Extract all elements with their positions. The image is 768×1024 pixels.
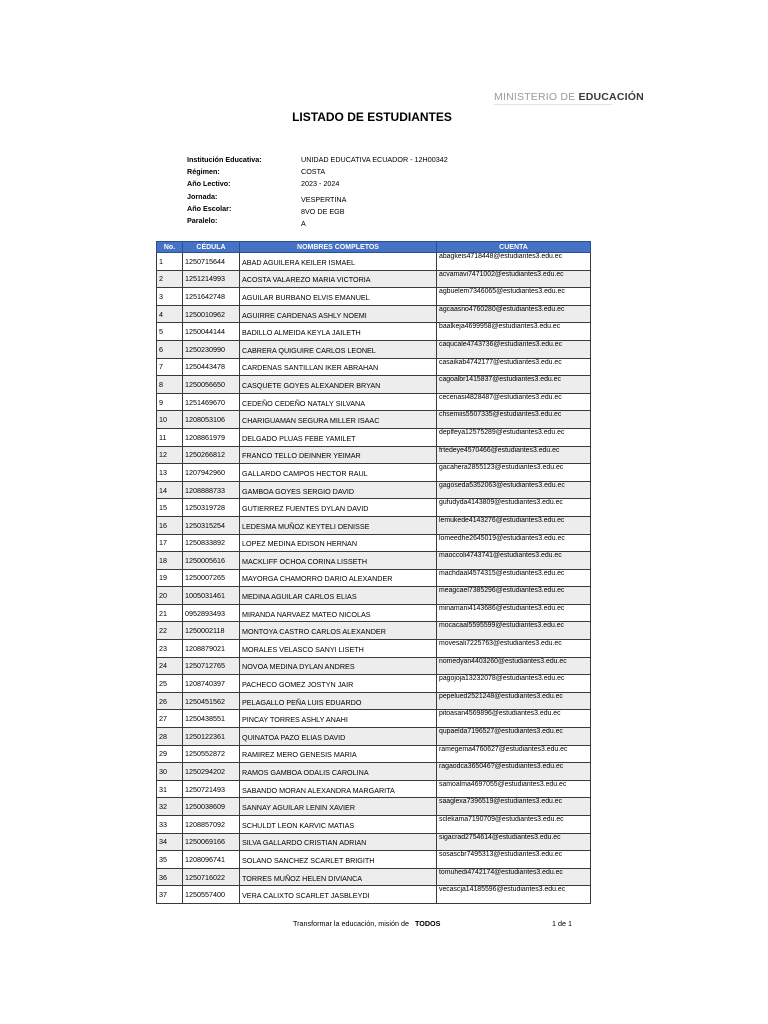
value-paralelo: A (301, 219, 306, 229)
cell-nombre: LEDESMA MUÑOZ KEYTELI DENISSE (240, 516, 437, 534)
cell-nombre: PINCAY TORRES ASHLY ANAHI (240, 710, 437, 728)
cell-cedula: 1250833892 (183, 534, 240, 552)
students-table-wrapper (156, 241, 590, 904)
cell-cedula: 1208861979 (183, 428, 240, 446)
table-row (157, 745, 591, 763)
cell-no: 22 (157, 622, 183, 640)
table-row (157, 288, 591, 306)
cell-no: 5 (157, 323, 183, 341)
cell-cuenta: agbuelem7346065@estudiantes3.edu.ec (437, 288, 591, 306)
table-row (157, 428, 591, 446)
cell-nombre: MEDINA AGUILAR CARLOS ELIAS (240, 587, 437, 605)
ministry-logo (494, 91, 644, 103)
cell-cuenta: gacahera2855123@estudiantes3.edu.ec (437, 464, 591, 482)
header-nombres: NOMBRES COMPLETOS (240, 242, 437, 253)
cell-cedula: 1250002118 (183, 622, 240, 640)
cell-cuenta: sclekama7190709@estudiantes3.edu.ec (437, 816, 591, 834)
cell-no: 24 (157, 657, 183, 675)
cell-cuenta: samoalma4697055@estudiantes3.edu.ec (437, 780, 591, 798)
cell-nombre: CEDEÑO CEDEÑO NATALY SILVANA (240, 393, 437, 411)
cell-nombre: SABANDO MORAN ALEXANDRA MARGARITA (240, 780, 437, 798)
cell-nombre: NOVOA MEDINA DYLAN ANDRES (240, 657, 437, 675)
cell-nombre: LOPEZ MEDINA EDISON HERNAN (240, 534, 437, 552)
cell-cedula: 1250716022 (183, 868, 240, 886)
cell-nombre: CARDENAS SANTILLAN IKER ABRAHAN (240, 358, 437, 376)
cell-nombre: CHARIGUAMAN SEGURA MILLER ISAAC (240, 411, 437, 429)
cell-cedula: 1250721493 (183, 780, 240, 798)
cell-cedula: 1250230990 (183, 340, 240, 358)
table-row (157, 798, 591, 816)
cell-no: 14 (157, 481, 183, 499)
cell-no: 13 (157, 464, 183, 482)
table-row (157, 481, 591, 499)
cell-cuenta: caqucale4743736@estudiantes3.edu.ec (437, 340, 591, 358)
cell-nombre: MAYORGA CHAMORRO DARIO ALEXANDER (240, 569, 437, 587)
cell-nombre: GUTIERREZ FUENTES DYLAN DAVID (240, 499, 437, 517)
table-row (157, 640, 591, 658)
cell-nombre: RAMOS GAMBOA ODALIS CAROLINA (240, 763, 437, 781)
cell-cuenta: baalkeja4699958@estudiantes3.edu.ec (437, 323, 591, 341)
cell-cuenta: deplfeya12575289@estudiantes3.edu.ec (437, 428, 591, 446)
cell-cuenta: pagojoja13232078@estudiantes3.edu.ec (437, 675, 591, 693)
table-row (157, 499, 591, 517)
info-labels (187, 154, 262, 227)
cell-cuenta: lomeedhe2645019@estudiantes3.edu.ec (437, 534, 591, 552)
cell-no: 8 (157, 376, 183, 394)
cell-cuenta: movesali7225763@estudiantes3.edu.ec (437, 640, 591, 658)
header-cedula: CÉDULA (183, 242, 240, 253)
cell-no: 16 (157, 516, 183, 534)
cell-cuenta: gufudyda4143809@estudiantes3.edu.ec (437, 499, 591, 517)
cell-cedula: 1250044144 (183, 323, 240, 341)
table-row (157, 305, 591, 323)
cell-cedula: 1250715644 (183, 253, 240, 271)
footer-text: Transformar la educación, misión de (293, 919, 409, 928)
cell-no: 25 (157, 675, 183, 693)
cell-no: 1 (157, 253, 183, 271)
cell-cedula: 1208096741 (183, 851, 240, 869)
cell-cedula: 1250122361 (183, 728, 240, 746)
footer-slogan (293, 919, 440, 928)
header-no: No. (157, 242, 183, 253)
value-anio-lectivo: 2023 - 2024 (301, 179, 340, 189)
cell-nombre: VERA CALIXTO SCARLET JASBLEYDI (240, 886, 437, 904)
cell-no: 23 (157, 640, 183, 658)
cell-no: 6 (157, 340, 183, 358)
cell-nombre: QUINATOA PAZO ELIAS DAVID (240, 728, 437, 746)
cell-cuenta: meagcael7385296@estudiantes3.edu.ec (437, 587, 591, 605)
cell-cedula: 1250266812 (183, 446, 240, 464)
cell-no: 36 (157, 868, 183, 886)
value-regimen: COSTA (301, 167, 326, 177)
label-paralelo: Paralelo: (187, 216, 218, 226)
label-institucion: Institución Educativa: (187, 155, 262, 164)
cell-no: 26 (157, 692, 183, 710)
table-row (157, 692, 591, 710)
table-row (157, 657, 591, 675)
label-anio-lectivo: Año Lectivo: (187, 179, 231, 189)
table-row (157, 376, 591, 394)
cell-no: 17 (157, 534, 183, 552)
logo-text-bold: EDUCACIÓN (578, 91, 644, 103)
cell-cedula: 1250438551 (183, 710, 240, 728)
cell-no: 37 (157, 886, 183, 904)
cell-cedula: 1250451562 (183, 692, 240, 710)
cell-cedula: 1250069166 (183, 833, 240, 851)
cell-cuenta: sigacrad2754614@estudiantes3.edu.ec (437, 833, 591, 851)
header-cuenta: CUENTA (437, 242, 591, 253)
cell-cedula: 1208879021 (183, 640, 240, 658)
table-row (157, 569, 591, 587)
table-row (157, 358, 591, 376)
cell-nombre: GAMBOA GOYES SERGIO DAVID (240, 481, 437, 499)
cell-cedula: 1250443478 (183, 358, 240, 376)
cell-no: 19 (157, 569, 183, 587)
cell-no: 3 (157, 288, 183, 306)
table-row (157, 763, 591, 781)
table-row (157, 833, 591, 851)
cell-cedula: 1251642748 (183, 288, 240, 306)
cell-cedula: 1251469670 (183, 393, 240, 411)
table-row (157, 816, 591, 834)
table-row (157, 675, 591, 693)
cell-cedula: 1208888733 (183, 481, 240, 499)
cell-no: 20 (157, 587, 183, 605)
cell-nombre: MORALES VELASCO SANYI LISETH (240, 640, 437, 658)
cell-nombre: SANNAY AGUILAR LENIN XAVIER (240, 798, 437, 816)
cell-cedula: 1207942960 (183, 464, 240, 482)
table-row (157, 622, 591, 640)
table-row (157, 710, 591, 728)
cell-nombre: CASQUETE GOYES ALEXANDER BRYAN (240, 376, 437, 394)
cell-no: 10 (157, 411, 183, 429)
table-row (157, 780, 591, 798)
cell-cuenta: minamani4143686@estudiantes3.edu.ec (437, 604, 591, 622)
label-regimen: Régimen: (187, 167, 220, 177)
cell-cedula: 1250038609 (183, 798, 240, 816)
cell-cedula: 1250294202 (183, 763, 240, 781)
cell-no: 4 (157, 305, 183, 323)
cell-cuenta: ramegema4760627@estudiantes3.edu.ec (437, 745, 591, 763)
cell-cuenta: acvamavi7471002@estudiantes3.edu.ec (437, 270, 591, 288)
cell-cuenta: frtedeye4570466@estudiantes3.edu.ec (437, 446, 591, 464)
cell-cedula: 1208740397 (183, 675, 240, 693)
cell-cuenta: tomuhedi4742174@estudiantes3.edu.ec (437, 868, 591, 886)
cell-cuenta: pitoasan4569896@estudiantes3.edu.ec (437, 710, 591, 728)
cell-cuenta: nomedyan4403260@estudiantes3.edu.ec (437, 657, 591, 675)
table-row (157, 552, 591, 570)
table-row (157, 464, 591, 482)
cell-cuenta: qupaelda7196527@estudiantes3.edu.ec (437, 728, 591, 746)
cell-cuenta: ragaodca365046?@estudiantes3.edu.ec (437, 763, 591, 781)
cell-cedula: 1251214993 (183, 270, 240, 288)
cell-cuenta: machdaal4574315@estudiantes3.edu.ec (437, 569, 591, 587)
cell-cuenta: mocacaal5595599@estudiantes3.edu.ec (437, 622, 591, 640)
cell-no: 11 (157, 428, 183, 446)
table-row (157, 534, 591, 552)
cell-nombre: FRANCO TELLO DEINNER YEIMAR (240, 446, 437, 464)
cell-no: 29 (157, 745, 183, 763)
cell-cuenta: lemukede4143276@estudiantes3.edu.ec (437, 516, 591, 534)
info-values (301, 154, 448, 230)
cell-nombre: PELAGALLO PEÑA LUIS EDUARDO (240, 692, 437, 710)
cell-no: 34 (157, 833, 183, 851)
table-row (157, 340, 591, 358)
table-row (157, 446, 591, 464)
table-row (157, 253, 591, 271)
value-institucion: UNIDAD EDUCATIVA ECUADOR - 12H00342 (301, 155, 448, 164)
label-anio-escolar: Año Escolar: (187, 203, 232, 213)
cell-cedula: 1250552872 (183, 745, 240, 763)
table-row (157, 728, 591, 746)
cell-no: 35 (157, 851, 183, 869)
cell-nombre: ACOSTA VALAREZO MARIA VICTORIA (240, 270, 437, 288)
table-row (157, 868, 591, 886)
cell-no: 32 (157, 798, 183, 816)
cell-no: 33 (157, 816, 183, 834)
table-row (157, 851, 591, 869)
table-row (157, 587, 591, 605)
cell-cedula: 1005031461 (183, 587, 240, 605)
cell-nombre: MACKLIFF OCHOA CORINA LISSETH (240, 552, 437, 570)
value-anio-escolar: 8VO DE EGB (301, 206, 345, 216)
table-row (157, 411, 591, 429)
table-header-row (157, 242, 591, 253)
table-row (157, 270, 591, 288)
cell-cuenta: saaglexa7396519@estudiantes3.edu.ec (437, 798, 591, 816)
table-row (157, 323, 591, 341)
cell-cuenta: vecascja14185596@estudiantes3.edu.ec (437, 886, 591, 904)
label-jornada: Jornada: (187, 191, 218, 201)
cell-cedula: 1250712765 (183, 657, 240, 675)
footer-bold: TODOS (414, 919, 441, 928)
cell-nombre: SCHULDT LEON KARVIC MATIAS (240, 816, 437, 834)
cell-cuenta: cecenasi4828487@estudiantes3.edu.ec (437, 393, 591, 411)
cell-nombre: CABRERA QUIGUIRE CARLOS LEONEL (240, 340, 437, 358)
cell-cedula: 1250010962 (183, 305, 240, 323)
cell-nombre: AGUIRRE CARDENAS ASHLY NOEMI (240, 305, 437, 323)
logo-divider (494, 104, 612, 105)
students-table (156, 241, 591, 904)
cell-nombre: TORRES MUÑOZ HELEN DIVIANCA (240, 868, 437, 886)
cell-cuenta: agcaasno4760280@estudiantes3.edu.ec (437, 305, 591, 323)
cell-nombre: SILVA GALLARDO CRISTIAN ADRIAN (240, 833, 437, 851)
page-title: LISTADO DE ESTUDIANTES (292, 110, 452, 124)
cell-no: 12 (157, 446, 183, 464)
cell-nombre: PACHECO GOMEZ JOSTYN JAIR (240, 675, 437, 693)
cell-cedula: 0952893493 (183, 604, 240, 622)
cell-cedula: 1250005616 (183, 552, 240, 570)
cell-no: 15 (157, 499, 183, 517)
cell-cuenta: chsemiis5507335@estudiantes3.edu.ec (437, 411, 591, 429)
table-body (157, 253, 591, 904)
table-row (157, 604, 591, 622)
cell-no: 31 (157, 780, 183, 798)
cell-cuenta: maoccoli4743741@estudiantes3.edu.ec (437, 552, 591, 570)
cell-cedula: 1250056650 (183, 376, 240, 394)
table-row (157, 516, 591, 534)
page-number: 1 de 1 (552, 919, 572, 928)
cell-no: 30 (157, 763, 183, 781)
logo-text-light: MINISTERIO DE (494, 91, 579, 103)
cell-nombre: SOLANO SANCHEZ SCARLET BRIGITH (240, 851, 437, 869)
cell-cuenta: cagoalbr1415837@estudiantes3.edu.ec (437, 376, 591, 394)
table-row (157, 886, 591, 904)
cell-no: 2 (157, 270, 183, 288)
cell-no: 9 (157, 393, 183, 411)
cell-no: 18 (157, 552, 183, 570)
cell-no: 28 (157, 728, 183, 746)
cell-cedula: 1208857092 (183, 816, 240, 834)
cell-nombre: MIRANDA NARVAEZ MATEO NICOLAS (240, 604, 437, 622)
cell-nombre: MONTOYA CASTRO CARLOS ALEXANDER (240, 622, 437, 640)
cell-no: 21 (157, 604, 183, 622)
cell-cuenta: gagoseda5352063@estudiantes3.edu.ec (437, 481, 591, 499)
cell-nombre: RAMIREZ MERO GENESIS MARIA (240, 745, 437, 763)
cell-cuenta: sosascbr7495313@estudiantes3.edu.ec (437, 851, 591, 869)
cell-cuenta: abagkeis4718448@estudiantes3.edu.ec (437, 253, 591, 271)
cell-cuenta: casaikab4742177@estudiantes3.edu.ec (437, 358, 591, 376)
table-row (157, 393, 591, 411)
cell-nombre: AGUILAR BURBANO ELVIS EMANUEL (240, 288, 437, 306)
cell-no: 27 (157, 710, 183, 728)
cell-cedula: 1250557400 (183, 886, 240, 904)
cell-cedula: 1250315254 (183, 516, 240, 534)
cell-nombre: DELGADO PLUAS FEBE YAMILET (240, 428, 437, 446)
cell-cedula: 1250007265 (183, 569, 240, 587)
cell-no: 7 (157, 358, 183, 376)
cell-nombre: ABAD AGUILERA KEILER ISMAEL (240, 253, 437, 271)
cell-cedula: 1208053106 (183, 411, 240, 429)
cell-nombre: GALLARDO CAMPOS HECTOR RAUL (240, 464, 437, 482)
cell-cedula: 1250319728 (183, 499, 240, 517)
cell-cuenta: pepelued2521248@estudiantes3.edu.ec (437, 692, 591, 710)
value-jornada: VESPERTINA (301, 194, 347, 204)
cell-nombre: BADILLO ALMEIDA KEYLA JAILETH (240, 323, 437, 341)
